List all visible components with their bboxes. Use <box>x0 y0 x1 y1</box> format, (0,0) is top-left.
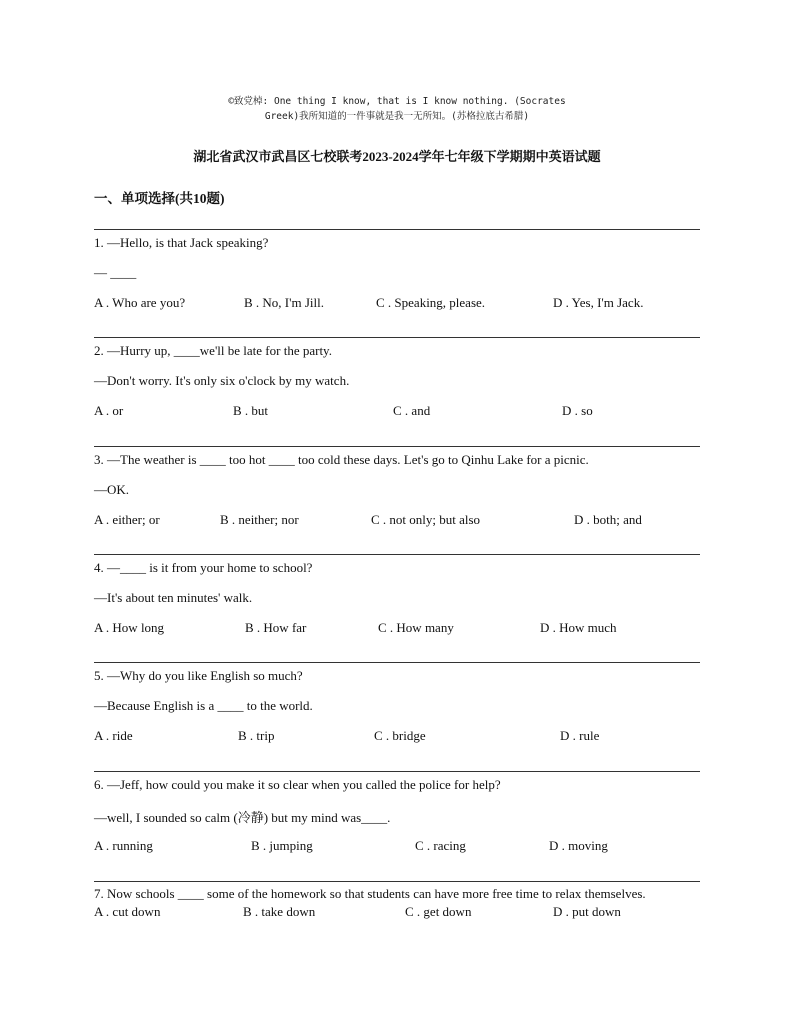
option-c[interactable]: C . Speaking, please. <box>376 295 486 310</box>
option-a[interactable]: A . either; or <box>94 512 160 527</box>
option-b[interactable]: B . neither; nor <box>220 512 299 527</box>
question-reply: — ____ <box>94 265 137 280</box>
option-b[interactable]: B . but <box>233 403 269 418</box>
option-b[interactable]: B . trip <box>238 728 275 743</box>
question-stem: 3. —The weather is ____ too hot ____ too cold these days. Let's go to Qinhu Lake for a picnic. <box>94 452 589 467</box>
question-stem: 4. —____ is it from your home to school? <box>94 560 313 575</box>
question-reply: —Don't worry. It's only six o'clock by my watch. <box>94 373 350 388</box>
option-a[interactable]: A . ride <box>94 728 133 743</box>
question-stem: 7. Now schools ____ some of the homework so that students can have more free time to relax themselves. <box>94 886 646 901</box>
option-d[interactable]: D . moving <box>549 838 608 853</box>
option-a[interactable]: A . cut down <box>94 904 161 919</box>
option-b[interactable]: B . take down <box>243 904 316 919</box>
option-c[interactable]: C . How many <box>378 620 454 635</box>
option-d[interactable]: D . so <box>562 403 593 418</box>
option-d[interactable]: D . both; and <box>574 512 642 527</box>
question-reply: —Because English is a ____ to the world. <box>94 698 313 713</box>
divider <box>94 229 700 230</box>
question-reply: —It's about ten minutes' walk. <box>94 590 253 605</box>
divider <box>94 337 700 338</box>
question-reply: —OK. <box>94 482 130 497</box>
divider <box>94 554 700 555</box>
page-title: 湖北省武汉市武昌区七校联考2023-2024学年七年级下学期期中英语试题 <box>193 149 601 164</box>
option-b[interactable]: B . jumping <box>251 838 313 853</box>
option-a[interactable]: A . or <box>94 403 124 418</box>
quote-line-2: Greek)我所知道的一件事就是我一无所知。(苏格拉底古希腊) <box>264 111 530 122</box>
option-d[interactable]: D . How much <box>540 620 617 635</box>
option-d[interactable]: D . Yes, I'm Jack. <box>553 295 644 310</box>
option-b[interactable]: B . No, I'm Jill. <box>244 295 324 310</box>
option-c[interactable]: C . not only; but also <box>371 512 481 527</box>
option-c[interactable]: C . and <box>393 403 431 418</box>
option-a[interactable]: A . running <box>94 838 153 853</box>
section-heading: 一、单项选择(共10题) <box>94 191 225 206</box>
option-d[interactable]: D . put down <box>553 904 621 919</box>
divider <box>94 662 700 663</box>
option-a[interactable]: A . How long <box>94 620 165 635</box>
divider <box>94 446 700 447</box>
divider <box>94 881 700 882</box>
option-b[interactable]: B . How far <box>245 620 307 635</box>
option-d[interactable]: D . rule <box>560 728 600 743</box>
option-a[interactable]: A . Who are you? <box>94 295 186 310</box>
question-stem: 6. —Jeff, how could you make it so clear when you called the police for help? <box>94 777 501 792</box>
question-stem: 5. —Why do you like English so much? <box>94 668 303 683</box>
question-stem: 1. —Hello, is that Jack speaking? <box>94 235 269 250</box>
option-c[interactable]: C . racing <box>415 838 466 853</box>
question-reply: —well, I sounded so calm (冷静) but my mind was____. <box>94 810 391 825</box>
quote-line-1: ©致党棹: One thing I know, that is I know nothing. (Socrates <box>228 96 566 107</box>
divider <box>94 771 700 772</box>
question-stem: 2. —Hurry up, ____we'll be late for the party. <box>94 343 332 358</box>
option-c[interactable]: C . get down <box>405 904 472 919</box>
option-c[interactable]: C . bridge <box>374 728 426 743</box>
